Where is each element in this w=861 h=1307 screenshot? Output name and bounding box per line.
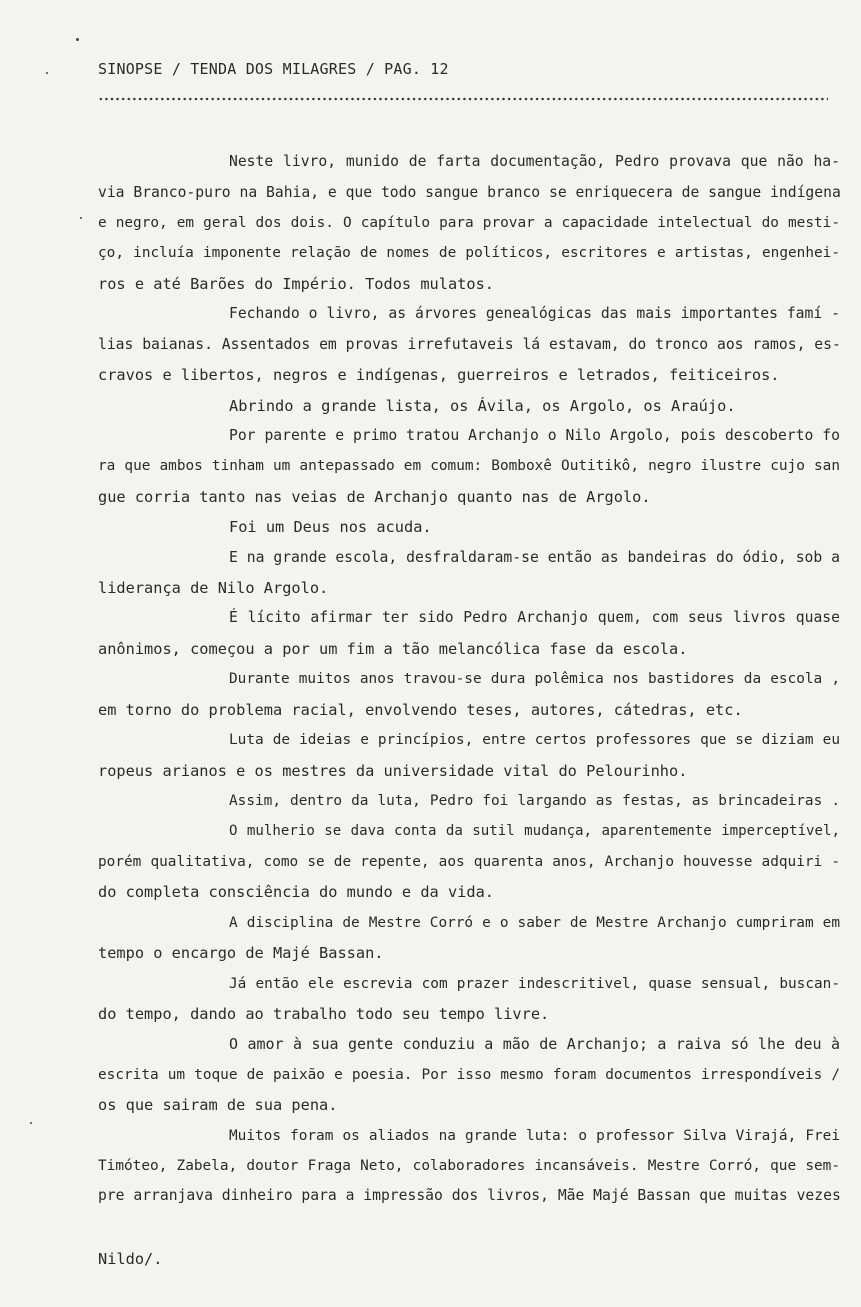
text-line: Neste livro, munido de farta documentação, Pedro provava que não ha- (229, 153, 840, 170)
text-line: pre arranjava dinheiro para a impressão dos livros, Mãe Majé Bassan que muitas vezes (98, 1187, 841, 1204)
text-line: Fechando o livro, as árvores genealógicas das mais importantes famí - (229, 305, 840, 322)
text-line: via Branco-puro na Bahia, e que todo sangue branco se enriquecera de sangue indígena (98, 184, 841, 201)
text-line: anônimos, começou a por um fim a tão melancólica fase da escola. (98, 640, 688, 658)
text-line: Por parente e primo tratou Archanjo o Nilo Argolo, pois descoberto fo (229, 427, 840, 444)
text-line: E na grande escola, desfraldaram-se então as bandeiras do ódio, sob a (229, 549, 840, 566)
text-line: cravos e libertos, negros e indígenas, guerreiros e letrados, feiticeiros. (98, 366, 780, 384)
paper-speck (76, 38, 79, 41)
text-line: tempo o encargo de Majé Bassan. (98, 944, 384, 962)
text-line: liderança de Nilo Argolo. (98, 579, 329, 597)
text-line: A disciplina de Mestre Corró e o saber de Mestre Archanjo cumpriram em (229, 915, 840, 931)
text-line: e negro, em geral dos dois. O capítulo para provar a capacidade intelectual do mesti- (98, 215, 840, 231)
text-line: Foi um Deus nos acuda. (229, 518, 432, 536)
dotted-separator (98, 94, 828, 104)
text-line: Muitos foram os aliados na grande luta: o professor Silva Virajá, Frei (229, 1128, 840, 1144)
text-line: gue corria tanto nas veias de Archanjo quanto nas de Argolo. (98, 488, 651, 506)
text-line: Durante muitos anos travou-se dura polêmica nos bastidores da escola , (229, 671, 840, 687)
text-line: ropeus arianos e os mestres da universidade vital do Pelourinho. (98, 762, 688, 780)
text-line: do tempo, dando ao trabalho todo seu tempo livre. (98, 1005, 550, 1023)
text-line: do completa consciência do mundo e da vida. (98, 883, 495, 901)
signature-initials: Nildo/. (98, 1250, 163, 1268)
text-line: O mulherio se dava conta da sutil mudança, aparentemente imperceptível, (229, 823, 840, 839)
text-line: ra que ambos tinham um antepassado em comum: Bomboxê Outitikô, negro ilustre cujo san (98, 458, 840, 474)
paper-speck (80, 217, 82, 219)
text-line: Assim, dentro da luta, Pedro foi largando as festas, as brincadeiras . (229, 793, 840, 809)
text-line: Já então ele escrevia com prazer indescritivel, quase sensual, buscan- (229, 976, 840, 992)
paper-speck (30, 1122, 32, 1124)
text-line: lias baianas. Assentados em provas irrefutaveis lá estavam, do tronco aos ramos, es- (98, 336, 841, 353)
page-header: SINOPSE / TENDA DOS MILAGRES / PAG. 12 (98, 60, 449, 78)
text-line: Luta de ideias e princípios, entre certos professores que se diziam eu (229, 732, 840, 748)
text-line: O amor à sua gente conduziu a mão de Archanjo; a raiva só lhe deu à (229, 1035, 840, 1053)
text-line: Timóteo, Zabela, doutor Fraga Neto, colaboradores incansáveis. Mestre Corró, que sem- (98, 1158, 840, 1174)
text-line: É lícito afirmar ter sido Pedro Archanjo quem, com seus livros quase (229, 609, 840, 626)
text-line: os que sairam de sua pena. (98, 1096, 338, 1114)
text-line: em torno do problema racial, envolvendo teses, autores, cátedras, etc. (98, 701, 743, 719)
text-line: escrita um toque de paixão e poesia. Por isso mesmo foram documentos irrespondíveis / (98, 1067, 840, 1083)
text-line: ros e até Barões do Império. Todos mulatos. (98, 275, 495, 293)
text-line: ço, incluía imponente relação de nomes de políticos, escritores e artistas, engenhei- (98, 245, 840, 261)
paper-speck (46, 72, 48, 74)
text-line: Abrindo a grande lista, os Ávila, os Argolo, os Araújo. (229, 397, 736, 415)
text-line: porém qualitativa, como se de repente, aos quarenta anos, Archanjo houvesse adquiri - (98, 854, 840, 870)
